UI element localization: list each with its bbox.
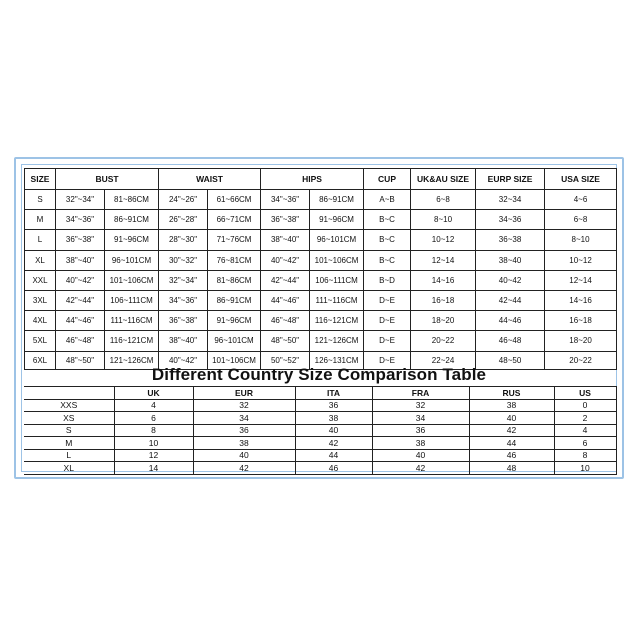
- cell-uk: 10: [114, 437, 193, 450]
- cell-size: L: [24, 449, 114, 462]
- cell-usa: 12~14: [545, 270, 617, 290]
- cell-eur: 32: [193, 399, 295, 412]
- cell-eurp: 42~44: [476, 290, 545, 310]
- cell-hips-in: 36"~38": [261, 210, 310, 230]
- cell-cup: D~E: [364, 331, 411, 351]
- cell-usa: 20~22: [545, 351, 617, 369]
- cell-size: 5XL: [25, 331, 56, 351]
- cell-ukau: 12~14: [411, 250, 476, 270]
- header-cup: CUP: [364, 169, 411, 190]
- cell-hips-cm: 111~116CM: [310, 290, 364, 310]
- cell-rus: 46: [469, 449, 554, 462]
- cell-eurp: 46~48: [476, 331, 545, 351]
- cell-size: 6XL: [25, 351, 56, 369]
- header-hips: HIPS: [261, 169, 364, 190]
- table-row: [24, 399, 616, 412]
- cell-bust-cm: 106~111CM: [105, 290, 159, 310]
- cell-waist-cm: 71~76CM: [208, 230, 261, 250]
- table-row: [24, 462, 616, 475]
- cell-size: 4XL: [25, 311, 56, 331]
- cell-size: XXS: [24, 399, 114, 412]
- cell-waist-cm: 76~81CM: [208, 250, 261, 270]
- cell-bust-cm: 96~101CM: [105, 250, 159, 270]
- cell-bust-cm: 81~86CM: [105, 190, 159, 210]
- cell-hips-in: 44"~46": [261, 290, 310, 310]
- cell-ita: 38: [295, 412, 372, 425]
- cell-size: M: [25, 210, 56, 230]
- header-us: US: [554, 387, 616, 400]
- cell-usa: 4~6: [545, 190, 617, 210]
- cell-ukau: 18~20: [411, 311, 476, 331]
- cell-us: 4: [554, 424, 616, 437]
- cell-waist-in: 26"~28": [159, 210, 208, 230]
- cell-waist-cm: 81~86CM: [208, 270, 261, 290]
- cell-cup: B~D: [364, 270, 411, 290]
- cell-waist-cm: 86~91CM: [208, 290, 261, 310]
- cell-size: XS: [24, 412, 114, 425]
- cell-size: S: [24, 424, 114, 437]
- cell-size: S: [25, 190, 56, 210]
- cell-hips-cm: 86~91CM: [310, 190, 364, 210]
- table-row: [24, 437, 616, 450]
- cell-bust-cm: 111~116CM: [105, 311, 159, 331]
- cell-size: XL: [24, 462, 114, 475]
- cell-hips-cm: 126~131CM: [310, 351, 364, 369]
- cell-us: 6: [554, 437, 616, 450]
- cell-size: M: [24, 437, 114, 450]
- cell-bust-cm: 116~121CM: [105, 331, 159, 351]
- cell-waist-in: 40"~42": [159, 351, 208, 369]
- cell-hips-in: 40"~42": [261, 250, 310, 270]
- cell-waist-cm: 96~101CM: [208, 331, 261, 351]
- cell-rus: 42: [469, 424, 554, 437]
- header-rus: RUS: [469, 387, 554, 400]
- cell-eurp: 40~42: [476, 270, 545, 290]
- cell-hips-cm: 121~126CM: [310, 331, 364, 351]
- cell-bust-in: 38"~40": [56, 250, 105, 270]
- cell-us: 2: [554, 412, 616, 425]
- cell-eurp: 48~50: [476, 351, 545, 369]
- comparison-table-title: Different Country Size Comparison Table: [151, 365, 487, 384]
- cell-cup: A~B: [364, 190, 411, 210]
- table-row: [24, 412, 616, 425]
- cell-eurp: 36~38: [476, 230, 545, 250]
- header-usa-size: USA SIZE: [545, 169, 617, 190]
- cell-bust-cm: 91~96CM: [105, 230, 159, 250]
- cell-waist-in: 30"~32": [159, 250, 208, 270]
- header-bust: BUST: [56, 169, 159, 190]
- cell-eurp: 44~46: [476, 311, 545, 331]
- cell-usa: 16~18: [545, 311, 617, 331]
- cell-cup: D~E: [364, 351, 411, 369]
- cell-ukau: 8~10: [411, 210, 476, 230]
- size-table-header-row: [25, 169, 617, 190]
- cell-rus: 40: [469, 412, 554, 425]
- table-row: [25, 250, 617, 270]
- cell-ita: 42: [295, 437, 372, 450]
- cell-uk: 8: [114, 424, 193, 437]
- cell-bust-in: 32"~34": [56, 190, 105, 210]
- cell-size: L: [25, 230, 56, 250]
- cell-ukau: 20~22: [411, 331, 476, 351]
- cell-fra: 40: [372, 449, 469, 462]
- header-size: SIZE: [25, 169, 56, 190]
- table-row: [24, 449, 616, 462]
- cell-ukau: 22~24: [411, 351, 476, 369]
- cell-usa: 14~16: [545, 290, 617, 310]
- cell-cup: B~C: [364, 230, 411, 250]
- cell-eurp: 38~40: [476, 250, 545, 270]
- cell-bust-in: 42"~44": [56, 290, 105, 310]
- cell-eur: 38: [193, 437, 295, 450]
- cell-waist-cm: 91~96CM: [208, 311, 261, 331]
- cell-us: 10: [554, 462, 616, 475]
- table-row: [25, 190, 617, 210]
- cell-waist-in: 28"~30": [159, 230, 208, 250]
- cell-fra: 34: [372, 412, 469, 425]
- cell-ukau: 16~18: [411, 290, 476, 310]
- cell-hips-in: 38"~40": [261, 230, 310, 250]
- cell-hips-cm: 96~101CM: [310, 230, 364, 250]
- header-waist: WAIST: [159, 169, 261, 190]
- cell-eurp: 34~36: [476, 210, 545, 230]
- cell-fra: 42: [372, 462, 469, 475]
- cell-ukau: 6~8: [411, 190, 476, 210]
- table-row: [25, 210, 617, 230]
- cell-hips-cm: 116~121CM: [310, 311, 364, 331]
- cell-ita: 44: [295, 449, 372, 462]
- header-fra: FRA: [372, 387, 469, 400]
- cell-bust-in: 36"~38": [56, 230, 105, 250]
- table-row: [25, 230, 617, 250]
- cell-waist-in: 34"~36": [159, 290, 208, 310]
- cell-cup: B~C: [364, 250, 411, 270]
- cell-ukau: 10~12: [411, 230, 476, 250]
- cell-ita: 40: [295, 424, 372, 437]
- cell-waist-in: 24"~26": [159, 190, 208, 210]
- header-eurp-size: EURP SIZE: [476, 169, 545, 190]
- cell-eur: 40: [193, 449, 295, 462]
- cell-hips-cm: 101~106CM: [310, 250, 364, 270]
- cell-usa: 10~12: [545, 250, 617, 270]
- cell-ita: 36: [295, 399, 372, 412]
- header-uk: UK: [114, 387, 193, 400]
- cell-uk: 6: [114, 412, 193, 425]
- header-ukau-size: UK&AU SIZE: [411, 169, 476, 190]
- cell-hips-cm: 106~111CM: [310, 270, 364, 290]
- cell-hips-cm: 91~96CM: [310, 210, 364, 230]
- comparison-header-row: [24, 387, 616, 400]
- cell-bust-in: 48"~50": [56, 351, 105, 369]
- cell-hips-in: 50"~52": [261, 351, 310, 369]
- cell-usa: 6~8: [545, 210, 617, 230]
- header-blank: [24, 387, 114, 400]
- cell-bust-cm: 101~106CM: [105, 270, 159, 290]
- cell-eur: 34: [193, 412, 295, 425]
- cell-eurp: 32~34: [476, 190, 545, 210]
- cell-bust-in: 44"~46": [56, 311, 105, 331]
- table-row: [25, 331, 617, 351]
- cell-waist-in: 38"~40": [159, 331, 208, 351]
- cell-waist-in: 32"~34": [159, 270, 208, 290]
- cell-ukau: 14~16: [411, 270, 476, 290]
- cell-bust-cm: 121~126CM: [105, 351, 159, 369]
- cell-us: 8: [554, 449, 616, 462]
- table-row: [25, 311, 617, 331]
- cell-hips-in: 46"~48": [261, 311, 310, 331]
- cell-usa: 18~20: [545, 331, 617, 351]
- cell-hips-in: 48"~50": [261, 331, 310, 351]
- cell-bust-cm: 86~91CM: [105, 210, 159, 230]
- header-ita: ITA: [295, 387, 372, 400]
- cell-hips-in: 34"~36": [261, 190, 310, 210]
- cell-waist-cm: 66~71CM: [208, 210, 261, 230]
- cell-bust-in: 40"~42": [56, 270, 105, 290]
- cell-bust-in: 46"~48": [56, 331, 105, 351]
- cell-us: 0: [554, 399, 616, 412]
- cell-usa: 8~10: [545, 230, 617, 250]
- cell-uk: 12: [114, 449, 193, 462]
- cell-cup: D~E: [364, 311, 411, 331]
- cell-bust-in: 34"~36": [56, 210, 105, 230]
- table-row: [25, 270, 617, 290]
- table-row: [25, 290, 617, 310]
- cell-waist-cm: 101~106CM: [208, 351, 261, 369]
- cell-size: XL: [25, 250, 56, 270]
- cell-rus: 38: [469, 399, 554, 412]
- cell-eur: 42: [193, 462, 295, 475]
- cell-rus: 44: [469, 437, 554, 450]
- country-comparison-table: [24, 386, 617, 475]
- cell-fra: 32: [372, 399, 469, 412]
- cell-waist-in: 36"~38": [159, 311, 208, 331]
- cell-hips-in: 42"~44": [261, 270, 310, 290]
- cell-cup: D~E: [364, 290, 411, 310]
- cell-size: 3XL: [25, 290, 56, 310]
- cell-ita: 46: [295, 462, 372, 475]
- cell-waist-cm: 61~66CM: [208, 190, 261, 210]
- cell-fra: 36: [372, 424, 469, 437]
- cell-uk: 4: [114, 399, 193, 412]
- cell-eur: 36: [193, 424, 295, 437]
- cell-uk: 14: [114, 462, 193, 475]
- cell-fra: 38: [372, 437, 469, 450]
- cell-size: XXL: [25, 270, 56, 290]
- cell-cup: B~C: [364, 210, 411, 230]
- cell-rus: 48: [469, 462, 554, 475]
- size-measurement-table: [24, 168, 617, 370]
- table-row: [24, 424, 616, 437]
- size-chart-frame: [14, 157, 624, 479]
- header-eur: EUR: [193, 387, 295, 400]
